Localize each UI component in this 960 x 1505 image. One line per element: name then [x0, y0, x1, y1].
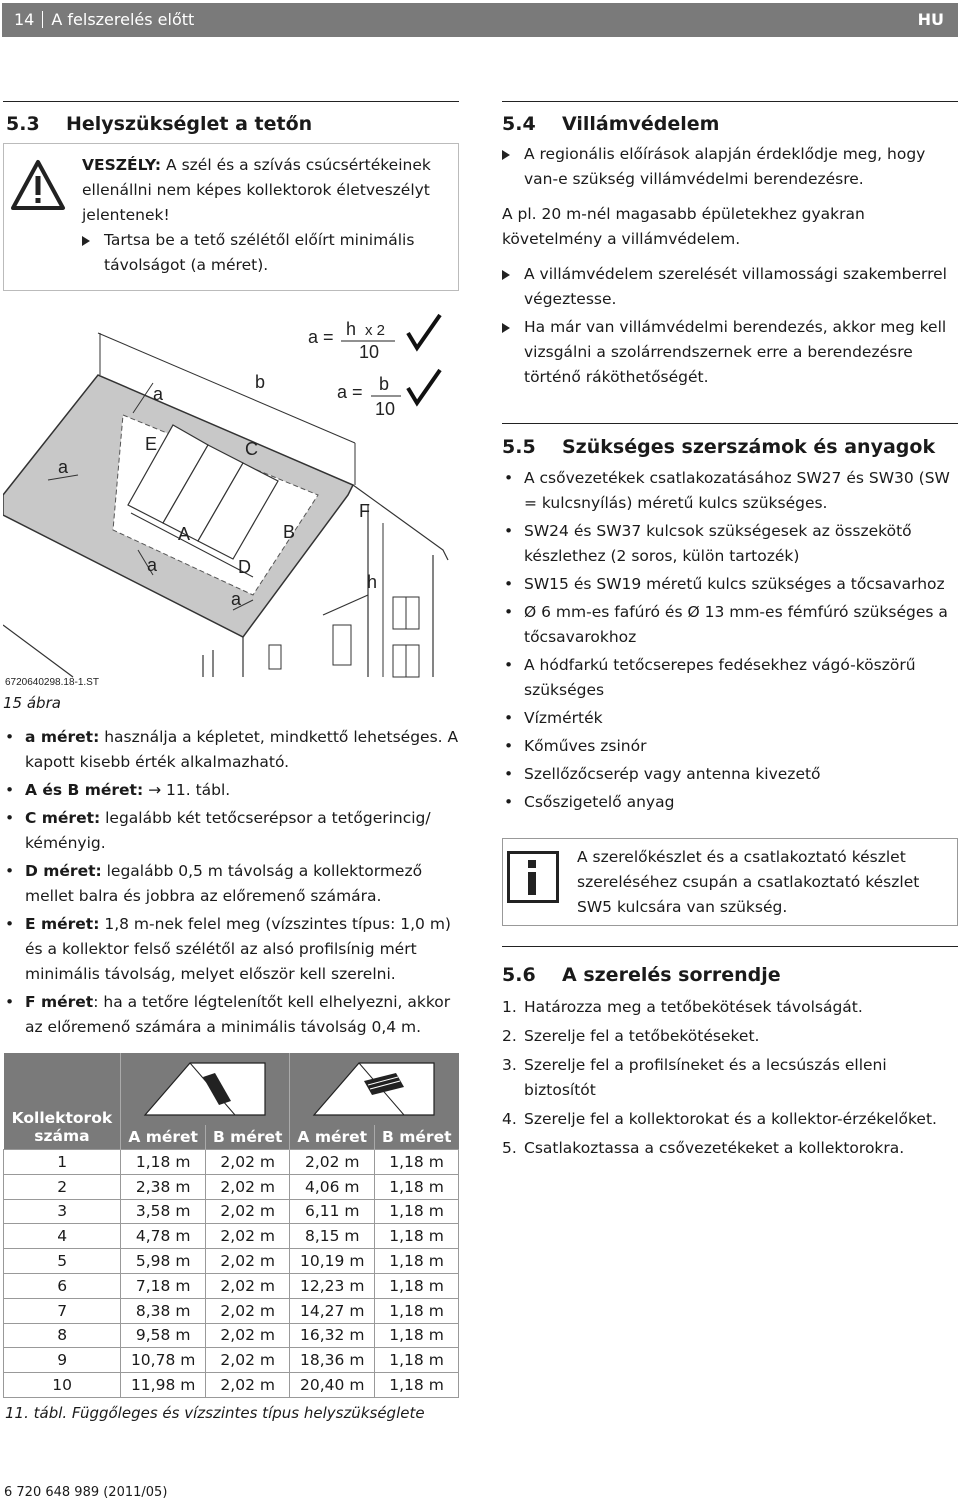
page-number: 14 [14, 10, 35, 29]
heading-number: 5.3 [6, 113, 40, 135]
table-row [4, 1373, 459, 1398]
table-cell: 16,32 m [290, 1323, 375, 1348]
note-term: D méret: [25, 862, 102, 880]
table-cell: 6 [4, 1273, 121, 1298]
note-text: legalább két tetőcserépsor a tetőgerincig/ kéményig. [25, 809, 431, 852]
language-code: HU [917, 10, 944, 29]
table-cell: 2,02 m [205, 1174, 289, 1199]
horizontal-type-header [290, 1053, 459, 1125]
table-cell: 20,40 m [290, 1373, 375, 1398]
note-text: → 11. tábl. [143, 781, 231, 799]
danger-statement [82, 153, 452, 228]
table-cell: 3 [4, 1199, 121, 1224]
rule-5-3 [3, 101, 459, 102]
section-5-4-body [502, 142, 958, 390]
dim-label-F: F [359, 501, 370, 521]
checkmark-icon [408, 370, 440, 403]
formula-a-h-num: h [346, 319, 357, 339]
list-item: • Kőműves zsinór [502, 734, 960, 759]
dim-label-a: a [58, 457, 69, 477]
heading-number: 5.4 [502, 113, 536, 135]
table-cell: 1,18 m [375, 1273, 459, 1298]
list-item: • Ø 6 mm-es fafúró és Ø 13 mm-es fémfúró szükséges a tőcsavarokhoz [502, 600, 960, 650]
step-text: Szerelje fel a profilsíneket és a lecsúszás elleni biztosítót [524, 1056, 887, 1099]
list-item: • A csővezetékek csatlakozatásához SW27 és SW30 (SW = kulcsnyílás) méretű kulcs szükséges. [502, 466, 960, 516]
header-left [14, 10, 194, 29]
list-item: • Csőszigetelő anyag [502, 790, 960, 815]
step-number: 3. [502, 1056, 517, 1074]
note-text: 1,8 m-nek felel meg (vízszintes típus: 1,0 m) és a kollektor felső szélétől az alsó profilsínig mért minimális távolság, melyet először kell szerelni. [25, 915, 451, 983]
list-item: • SW15 és SW19 méretű kulcs szükséges a tőcsavarhoz [502, 572, 960, 597]
table-icon-row [4, 1053, 459, 1125]
table-body [4, 1150, 459, 1398]
table-cell: 11,98 m [121, 1373, 206, 1398]
formula-a-h-den: 10 [359, 342, 380, 362]
danger-message: A szél és a szívás csúcsértékeinek ellenállni nem képes kollektorok életveszélyt jelentenek! [82, 156, 431, 224]
note-text: használja a képletet, mindkettő lehetséges. A kapott kisebb érték alkalmazható. [25, 728, 459, 771]
dim-label-B: B [283, 522, 296, 542]
table-row [4, 1298, 459, 1323]
lightning-note: A pl. 20 m-nél magasabb épületekhez gyakran követelmény a villámvédelem. [502, 205, 865, 248]
step-text: Csatlakoztassa a csővezetékeket a kollektorokra. [524, 1139, 905, 1157]
info-icon [507, 851, 559, 903]
figure-code: 6720640298.18-1.ST [5, 677, 99, 688]
lightning-step-1: A regionális előírások alapján érdeklődje meg, hogy van-e szükség villámvédelmi berendezésre. [502, 142, 958, 192]
rule-5-4 [502, 101, 958, 102]
rule-5-6 [502, 946, 958, 947]
table-caption: 11. tábl. Függőleges és vízszintes típus helyszükséglete [5, 1404, 425, 1422]
table-cell: 1,18 m [375, 1150, 459, 1175]
dim-label-E: E [145, 434, 158, 454]
heading-title: Szükséges szerszámok és anyagok [562, 436, 936, 458]
table-cell: 2,38 m [121, 1174, 206, 1199]
info-text: A szerelőkészlet és a csatlakoztató készlet szereléséhez csupán a csatlakoztató készlet SW5 kulcsára van szükség. [577, 848, 920, 916]
table-cell: 2,02 m [205, 1249, 289, 1274]
col-header: A méret [290, 1125, 375, 1150]
table-row [4, 1199, 459, 1224]
table-cell: 5,98 m [121, 1249, 206, 1274]
table-cell: 8,15 m [290, 1224, 375, 1249]
table-cell: 2,02 m [205, 1373, 289, 1398]
info-box [502, 838, 958, 926]
note-text: : ha a tetőre légtelenítőt kell elhelyezni, akkor az előremenő számára a minimális távolság 0,4 m. [25, 993, 451, 1036]
header-title: A felszerelés előtt [51, 10, 195, 29]
vertical-collector-roof-icon [135, 1055, 275, 1121]
checkmark-icon [408, 315, 440, 348]
dim-label-D: D [238, 557, 251, 577]
rule-5-5 [502, 423, 958, 424]
table-cell: 12,23 m [290, 1273, 375, 1298]
tools-list [502, 466, 960, 818]
table-cell: 1,18 m [375, 1298, 459, 1323]
warning-triangle-icon [10, 158, 66, 212]
table-cell: 1,18 m [121, 1150, 206, 1175]
step-item [502, 995, 960, 1020]
danger-label: VESZÉLY: [82, 156, 162, 174]
table-row [4, 1273, 459, 1298]
table-cell: 10,78 m [121, 1348, 206, 1373]
table-row [4, 1323, 459, 1348]
list-item [3, 912, 459, 987]
horizontal-collector-roof-icon [304, 1055, 444, 1121]
col-header: A méret [121, 1125, 206, 1150]
note-term: E méret: [25, 915, 100, 933]
heading-number: 5.5 [502, 436, 536, 458]
dim-label-A: A [178, 524, 191, 544]
col-header: B méret [205, 1125, 289, 1150]
formula-a-b-num: b [379, 374, 390, 394]
heading-5-5 [502, 436, 935, 458]
step-number: 4. [502, 1110, 517, 1128]
step-item [502, 1107, 960, 1132]
roof-clearance-figure [3, 305, 459, 690]
table-cell: 7 [4, 1298, 121, 1323]
table-cell: 3,58 m [121, 1199, 206, 1224]
list-item [3, 725, 459, 775]
list-item [3, 859, 459, 909]
assembly-steps [502, 995, 960, 1165]
table-cell: 1,18 m [375, 1174, 459, 1199]
dim-label-a: a [231, 589, 242, 609]
lightning-step-3: Ha már van villámvédelmi berendezés, akkor meg kell vizsgálni a szolárrendszernek erre a berendezésre történő ráköthetőségét. [502, 315, 958, 390]
table-cell: 1,18 m [375, 1199, 459, 1224]
table-cell: 1 [4, 1150, 121, 1175]
table-cell: 2,02 m [205, 1273, 289, 1298]
heading-title: Helyszükséglet a tetőn [66, 113, 313, 135]
roof-diagram [3, 305, 459, 690]
table-row [4, 1224, 459, 1249]
heading-title: Villámvédelem [562, 113, 720, 135]
dim-label-C: C [245, 439, 258, 459]
heading-5-4 [502, 113, 719, 135]
table-cell: 10,19 m [290, 1249, 375, 1274]
document-number: 6 720 648 989 (2011/05) [4, 1485, 168, 1500]
heading-title: A szerelés sorrendje [562, 964, 781, 986]
step-number: 1. [502, 998, 517, 1016]
lightning-step-2: A villámvédelem szerelését villamossági szakemberrel végeztesse. [502, 262, 958, 312]
table-cell: 6,11 m [290, 1199, 375, 1224]
table-cell: 1,18 m [375, 1348, 459, 1373]
danger-box [3, 143, 459, 291]
table-cell: 2,02 m [205, 1199, 289, 1224]
step-text: Szerelje fel a tetőbekötéseket. [524, 1027, 760, 1045]
table-cell: 2,02 m [205, 1348, 289, 1373]
list-item: • Szellőzőcserép vagy antenna kivezető [502, 762, 960, 787]
house-windows [269, 597, 419, 677]
table-row [4, 1150, 459, 1175]
col-header: B méret [375, 1125, 459, 1150]
table-cell: 1,18 m [375, 1373, 459, 1398]
table-row [4, 1174, 459, 1199]
formula-a-h-mult: x 2 [365, 322, 386, 339]
note-term: a méret: [25, 728, 100, 746]
list-item [3, 806, 459, 856]
list-item: • Vízmérték [502, 706, 960, 731]
heading-5-6 [502, 964, 781, 986]
table-cell: 18,36 m [290, 1348, 375, 1373]
page-header [2, 3, 958, 37]
col-header-count [4, 1053, 121, 1150]
table-cell: 4,78 m [121, 1224, 206, 1249]
table-cell: 4,06 m [290, 1174, 375, 1199]
note-term: C méret: [25, 809, 101, 827]
step-number: 2. [502, 1027, 517, 1045]
step-text: Határozza meg a tetőbekötések távolságát. [524, 998, 863, 1016]
vertical-type-header [121, 1053, 290, 1125]
danger-text [82, 153, 452, 278]
table-cell: 4 [4, 1224, 121, 1249]
dim-label-a: a [153, 384, 164, 404]
table-cell: 2,02 m [205, 1150, 289, 1175]
dimension-notes [3, 725, 459, 1043]
list-item [3, 990, 459, 1040]
step-item [502, 1024, 960, 1049]
table-cell: 1,18 m [375, 1323, 459, 1348]
table-cell: 2,02 m [205, 1298, 289, 1323]
step-number: 5. [502, 1139, 517, 1157]
step-item [502, 1136, 960, 1161]
list-item: • SW24 és SW37 kulcsok szükségesek az összekötő készlethez (2 soros, külön tartozék) [502, 519, 960, 569]
table-cell: 2,02 m [290, 1150, 375, 1175]
list-item [3, 778, 459, 803]
dim-label-a: a [147, 555, 158, 575]
dim-label-b: b [255, 372, 266, 392]
table-cell: 14,27 m [290, 1298, 375, 1323]
danger-action: Tartsa be a tető szélétől előírt minimális távolságot (a méret). [82, 228, 452, 278]
table-cell: 2,02 m [205, 1323, 289, 1348]
col-header-count-line2: száma [34, 1127, 90, 1145]
formula-a-h-lhs: a = [308, 327, 334, 347]
table-cell: 9,58 m [121, 1323, 206, 1348]
col-header-count-line1: Kollektorok [11, 1109, 113, 1127]
table-row [4, 1348, 459, 1373]
note-term: A és B méret: [25, 781, 144, 799]
figure-caption: 15 ábra [3, 694, 61, 712]
table-cell: 9 [4, 1348, 121, 1373]
heading-number: 5.6 [502, 964, 536, 986]
dim-label-h: h [367, 572, 378, 592]
table-row [4, 1249, 459, 1274]
formula-a-b-den: 10 [375, 399, 396, 419]
table-cell: 7,18 m [121, 1273, 206, 1298]
table-cell: 2,02 m [205, 1224, 289, 1249]
clearance-table [3, 1053, 459, 1398]
list-item: • A hódfarkú tetőcserepes fedésekhez vágó-köszörű szükséges [502, 653, 960, 703]
heading-5-3 [6, 113, 312, 135]
table-cell: 10 [4, 1373, 121, 1398]
step-text: Szerelje fel a kollektorokat és a kollektor-érzékelőket. [524, 1110, 937, 1128]
note-term: F méret [25, 993, 94, 1011]
header-divider [42, 11, 43, 28]
table-cell: 1,18 m [375, 1224, 459, 1249]
step-item [502, 1053, 960, 1103]
formula-a-b-lhs: a = [337, 382, 363, 402]
note-text: legalább 0,5 m távolság a kollektormező mellet balra és jobbra az előremenő számára. [25, 862, 423, 905]
table-cell: 5 [4, 1249, 121, 1274]
table-cell: 2 [4, 1174, 121, 1199]
table-cell: 1,18 m [375, 1249, 459, 1274]
table-cell: 8,38 m [121, 1298, 206, 1323]
table-cell: 8 [4, 1323, 121, 1348]
